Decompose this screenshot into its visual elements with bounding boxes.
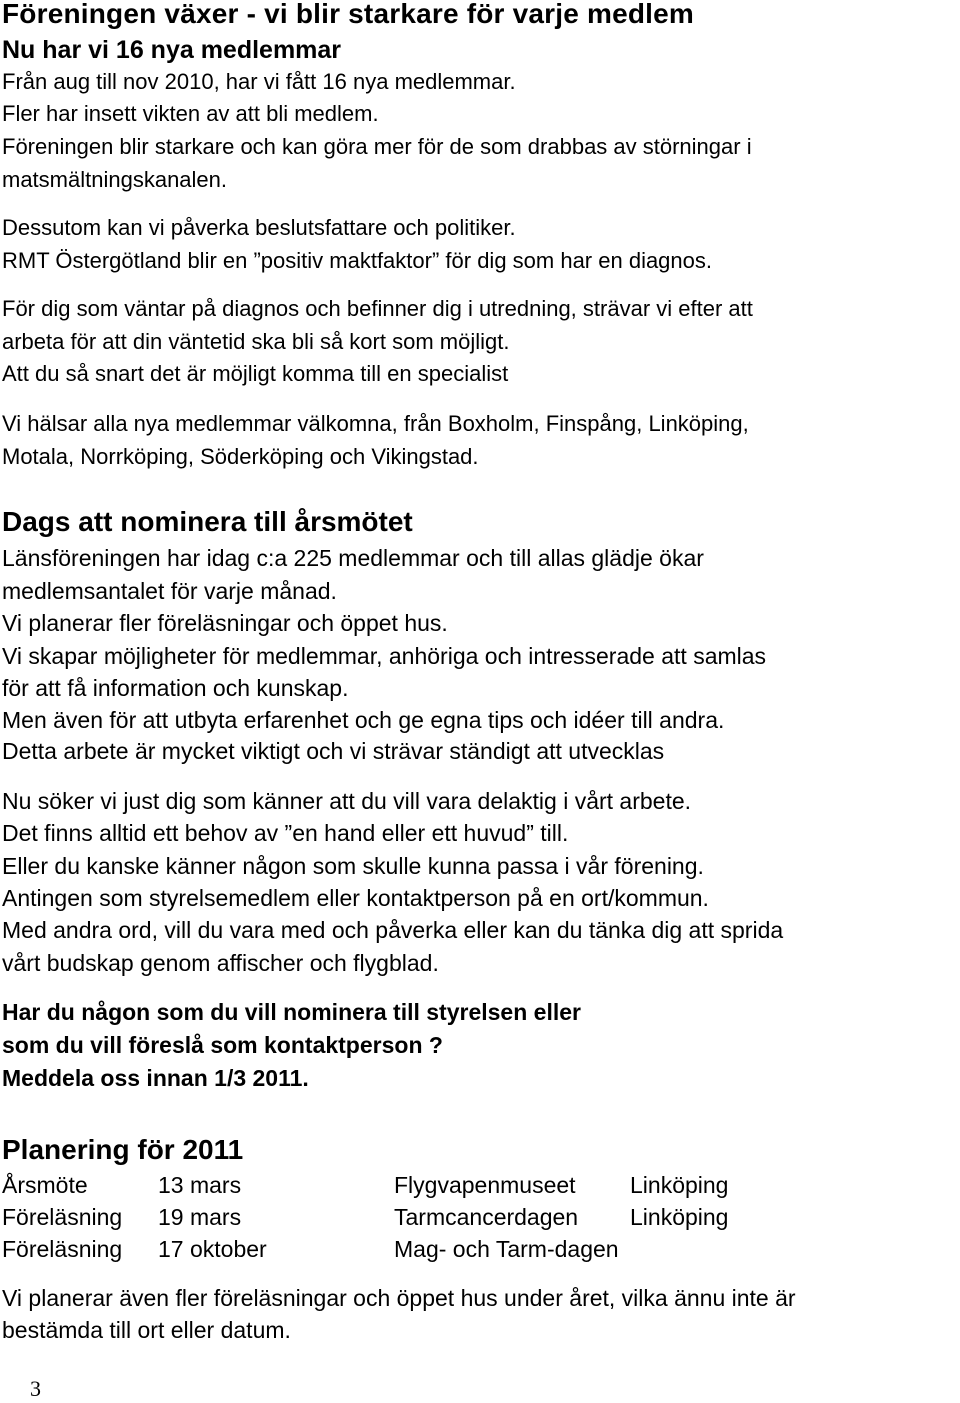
schedule-date: 17 oktober [158, 1236, 267, 1262]
paragraph-line: arbeta för att din väntetid ska bli så kort som möjligt. [2, 329, 510, 354]
paragraph-line: RMT Östergötland blir en ”positiv maktfaktor” för dig som har en diagnos. [2, 248, 713, 273]
schedule-date: 13 mars [158, 1172, 242, 1198]
schedule-event: Föreläsning [2, 1236, 123, 1262]
paragraph-line: Vi hälsar alla nya medlemmar välkomna, från Boxholm, Finspång, Linköping, [2, 411, 749, 436]
section3-heading: Planering för 2011 [2, 1134, 244, 1165]
paragraph-line: vårt budskap genom affischer och flygblad. [2, 950, 439, 976]
schedule-city: Linköping [630, 1204, 729, 1230]
paragraph-line: Att du så snart det är möjligt komma till en specialist [2, 361, 509, 386]
nomination-callout: Har du någon som du vill nominera till styrelsen eller [2, 999, 581, 1025]
section1-heading: Föreningen växer - vi blir starkare för varje medlem [2, 0, 695, 29]
paragraph-line: Dessutom kan vi påverka beslutsfattare och politiker. [2, 215, 516, 240]
paragraph-line: Länsföreningen har idag c:a 225 medlemmar och till allas glädje ökar [2, 545, 704, 571]
paragraph-line: Detta arbete är mycket viktigt och vi strävar ständigt att utvecklas [2, 738, 665, 764]
paragraph-line: för att få information och kunskap. [2, 675, 349, 701]
page-number: 3 [30, 1376, 41, 1401]
paragraph-line: Nu söker vi just dig som känner att du vill vara delaktig i vårt arbete. [2, 788, 692, 814]
schedule-place: Tarmcancerdagen [394, 1204, 579, 1230]
paragraph-line: Motala, Norrköping, Söderköping och Vikingstad. [2, 444, 479, 469]
nomination-deadline: Meddela oss innan 1/3 2011. [2, 1065, 309, 1091]
paragraph-line: Med andra ord, vill du vara med och påverka eller kan du tänka dig att sprida [2, 917, 784, 943]
paragraph-line: Fler har insett vikten av att bli medlem. [2, 101, 379, 126]
paragraph-line: bestämda till ort eller datum. [2, 1317, 291, 1343]
nomination-callout: som du vill föreslå som kontaktperson ? [2, 1032, 443, 1058]
paragraph-line: Det finns alltid ett behov av ”en hand eller ett huvud” till. [2, 820, 569, 846]
schedule-place: Flygvapenmuseet [394, 1172, 576, 1198]
schedule-event: Årsmöte [2, 1172, 88, 1198]
paragraph-line: Vi skapar möjligheter för medlemmar, anhöriga och intresserade att samlas [2, 643, 767, 669]
schedule-place: Mag- och Tarm-dagen [394, 1236, 619, 1262]
paragraph-line: Antingen som styrelsemedlem eller kontaktperson på en ort/kommun. [2, 885, 709, 911]
schedule-date: 19 mars [158, 1204, 242, 1230]
paragraph-line: Vi planerar fler föreläsningar och öppet hus. [2, 610, 448, 636]
paragraph-line: Men även för att utbyta erfarenhet och ge egna tips och idéer till andra. [2, 707, 725, 733]
paragraph-line: Från aug till nov 2010, har vi fått 16 nya medlemmar. [2, 69, 516, 94]
paragraph-line: Vi planerar även fler föreläsningar och öppet hus under året, vilka ännu inte är [2, 1285, 796, 1311]
paragraph-line: Föreningen blir starkare och kan göra mer för de som drabbas av störningar i [2, 134, 752, 159]
schedule-city: Linköping [630, 1172, 729, 1198]
section2-heading: Dags att nominera till årsmötet [2, 506, 413, 537]
paragraph-line: För dig som väntar på diagnos och befinner dig i utredning, strävar vi efter att [2, 296, 753, 321]
paragraph-line: Eller du kanske känner någon som skulle kunna passa i vår förening. [2, 853, 704, 879]
paragraph-line: medlemsantalet för varje månad. [2, 578, 337, 604]
schedule-event: Föreläsning [2, 1204, 123, 1230]
section1-subheading: Nu har vi 16 nya medlemmar [2, 36, 342, 64]
paragraph-line: matsmältningskanalen. [2, 167, 228, 192]
